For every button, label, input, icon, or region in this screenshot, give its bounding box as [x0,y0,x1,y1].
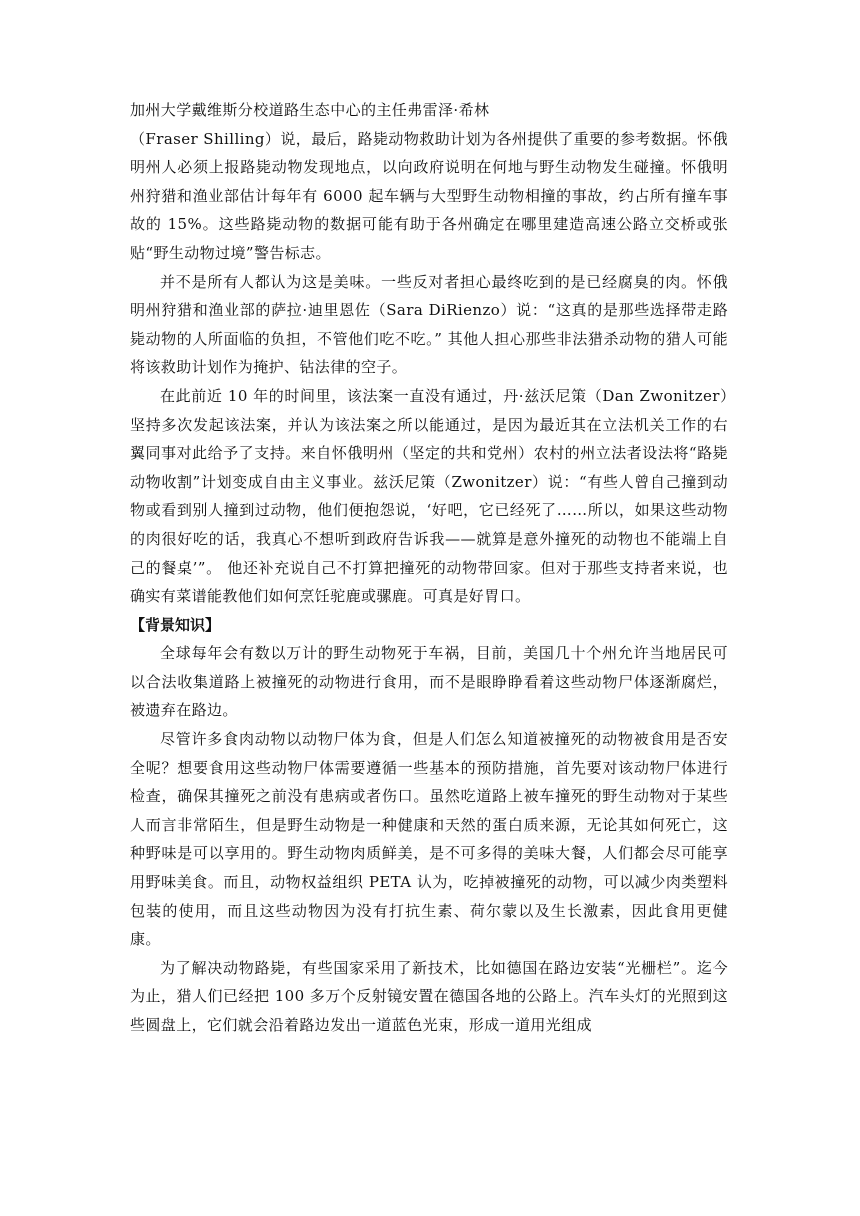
paragraph-zwonitzer: 在此前近 10 年的时间里，该法案一直没有通过，丹·兹沃尼策（Dan Zwonitzer）坚持多次发起该法案，并认为该法案之所以能通过，是因为最近其在立法机关工作的右翼同事对此给予了支持。来自怀俄明州（坚定的共和党州）农村的州立法者设法将“路毙动物收割”计划变成自由主义事业。兹沃尼策（Zwonitzer）说：“有些人曾自己撞到动物或看到别人撞到过动物，他们便抱怨说，‘好吧，它已经死了……所以，如果这些动物的肉很好吃的话，我真心不想听到政府告诉我——就算是意外撞死的动物也不能端上自己的餐桌’”。 他还补充说自己不打算把撞死的动物带回家。但对于那些支持者来说，也确实有菜谱能教他们如何烹饪驼鹿或骡鹿。可真是好胃口。 [130,386,728,606]
paragraph-fraser-shilling: （Fraser Shilling）说，最后，路毙动物救助计划为各州提供了重要的参考数据。怀俄明州人必须上报路毙动物发现地点，以向政府说明在何地与野生动物发生碰撞。怀俄明州狩猎和渔业部估计每年有 6000 起车辆与大型野生动物相撞的事故，约占所有撞车事故的 15%。这些路毙动物的数据可能有助于各州确定在哪里建造高速公路立交桥或张贴“野生动物过境”警告标志。 [130,129,728,262]
paragraph-background-1: 全球每年会有数以万计的野生动物死于车祸，目前，美国几十个州允许当地居民可以合法收集道路上被撞死的动物进行食用，而不是眼睁睁看着这些动物尸体逐渐腐烂，被遗弃在路边。 [130,644,728,720]
paragraph-background-2: 尽管许多食肉动物以动物尸体为食，但是人们怎么知道被撞死的动物被食用是否安全呢？想要食用这些动物尸体需要遵循一些基本的预防措施，首先要对该动物尸体进行检查，确保其撞死之前没有患病或者伤口。虽然吃道路上被车撞死的野生动物对于某些人而言非常陌生，但是野生动物是一种健康和天然的蛋白质来源，无论其如何死亡，这种野味是可以享用的。野生动物肉质鲜美，是不可多得的美味大餐，人们都会尽可能享用野味美食。而且，动物权益组织 PETA 认为，吃掉被撞死的动物，可以减少肉类塑料包装的使用，而且这些动物因为没有打抗生素、荷尔蒙以及生长激素，因此食用更健康。 [130,730,728,949]
first-line: 加州大学戴维斯分校道路生态中心的主任弗雷泽·希林 [130,101,490,119]
paragraph-objections: 并不是所有人都认为这是美味。一些反对者担心最终吃到的是已经腐臭的肉。怀俄明州狩猎和渔业部的萨拉·迪里恩佐（Sara DiRienzo）说：“这真的是那些选择带走路毙动物的人所面临的负担，不管他们吃不吃。” 其他人担心那些非法猎杀动物的猎人可能将该救助计划作为掩护、钻法律的空子。 [130,272,728,377]
document-page [130,96,728,1040]
paragraph-background-3: 为了解决动物路毙，有些国家采用了新技术，比如德国在路边安装“光栅栏”。迄今为止，猎人们已经把 100 多万个反射镜安置在德国各地的公路上。汽车头灯的光照到这些圆盘上，它们就会沿着路边发出一道蓝色光束，形成一道用光组成 [130,958,728,1034]
section-heading-background: 【背景知识】 [130,615,221,634]
